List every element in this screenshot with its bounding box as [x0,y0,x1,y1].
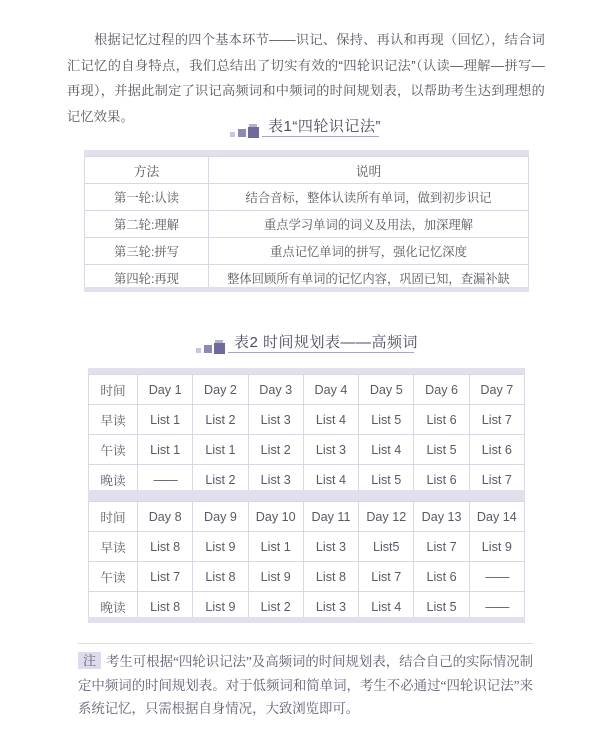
table2-list-cell: List 3 [248,405,303,435]
note-divider [78,643,533,644]
table2-day-header-cell: Day 3 [248,375,303,405]
table2-block2-container [88,501,525,622]
table2-period-cell: 午读 [89,562,138,592]
table2-list-cell: List 3 [303,592,358,622]
table2-day-header-cell: Day 9 [193,502,248,532]
table-row [85,238,529,265]
table2-corner-cell: 时间 [89,502,138,532]
table2-list-cell: List 1 [248,532,303,562]
table2-period-cell: 早读 [89,405,138,435]
table2-list-cell: List 7 [469,465,524,495]
table2-mid-band [88,490,525,501]
note-text: 考生可根据“四轮识记法”及高频词的时间规划表，结合自己的实际情况制定中频词的时间规划表。对于低频词和简单词，考生不必通过“四轮识记法”来系统记忆，只需根据自身情况，大致浏览即可。 [78,654,534,716]
table2-day-header-cell: Day 11 [303,502,358,532]
table2-day-header-cell: Day 14 [469,502,524,532]
section-heading-table1 [230,112,381,138]
table2-list-cell: List 5 [359,465,414,495]
table-row [89,405,525,435]
table2-list-cell: List 6 [469,435,524,465]
table1 [84,156,529,292]
table1-container [84,156,529,292]
table2-day-header-cell: Day 10 [248,502,303,532]
table2-list-cell: List 6 [414,562,469,592]
table2-list-cell: List 1 [138,435,193,465]
table2-day-header-cell: Day 1 [138,375,193,405]
section1-title: 表1“四轮识记法” [268,118,381,135]
table2-day-header-cell: Day 12 [359,502,414,532]
table1-desc-cell: 整体回顾所有单词的记忆内容，巩固已知，查漏补缺 [209,265,529,292]
note-badge: 注 [78,652,101,669]
table2-list-cell: List 9 [193,532,248,562]
table2-period-cell: 午读 [89,435,138,465]
intro-text: 根据记忆过程的四个基本环节——识记、保持、再认和再现（回忆），结合词汇记忆的自身特点，我们总结出了切实有效的“四轮识记法”（认读—理解—拼写—再现），并据此制定了识记高频词和中频词的时间规划表，以帮助考生达到理想的记忆效果。 [67,32,545,124]
footer-note [78,650,533,721]
table2-list-cell: List 3 [248,465,303,495]
table2-list-cell: List 1 [138,405,193,435]
table2-list-cell: List 5 [359,405,414,435]
table1-method-cell: 第四轮:再现 [85,265,209,292]
table2-list-cell: List 9 [469,532,524,562]
table1-desc-cell: 重点学习单词的词义及用法，加深理解 [209,211,529,238]
table-row [85,157,529,184]
decorative-squares-icon [230,118,264,138]
table2-day-header-cell: Day 5 [359,375,414,405]
table2-day-header-cell: Day 2 [193,375,248,405]
table2-list-cell: List 7 [469,405,524,435]
table2-list-cell: List 4 [359,435,414,465]
table-row [89,435,525,465]
table2-list-cell: —— [138,465,193,495]
table2-list-cell: List 6 [414,405,469,435]
table2-day-header-cell: Day 7 [469,375,524,405]
table2-day-header-cell: Day 8 [138,502,193,532]
table1-method-cell: 第三轮:拼写 [85,238,209,265]
table2-block1 [88,374,525,495]
table2-day-header-cell: Day 13 [414,502,469,532]
table2-day-header-cell: Day 4 [303,375,358,405]
table-row [85,211,529,238]
table2-list-cell: List 4 [303,405,358,435]
section2-underline [228,352,414,353]
table2-list-cell: List 2 [193,465,248,495]
table2-list-cell: List 2 [248,592,303,622]
table2-period-cell: 晚读 [89,592,138,622]
table-row [89,562,525,592]
table2-list-cell: List 7 [414,532,469,562]
table1-desc-cell: 结合音标，整体认读所有单词，做到初步识记 [209,184,529,211]
table2-list-cell: List 7 [138,562,193,592]
table2-list-cell: List 4 [359,592,414,622]
table2-list-cell: List 5 [414,592,469,622]
table2-list-cell: List 8 [303,562,358,592]
table1-desc-cell: 重点记忆单词的拼写，强化记忆深度 [209,238,529,265]
table2-list-cell: List 3 [303,435,358,465]
table2-list-cell: List 3 [303,532,358,562]
table1-bottom-band [84,287,529,292]
table2-block1-container [88,374,525,495]
table2-list-cell: List 2 [193,405,248,435]
table2-list-cell: List 9 [193,592,248,622]
table2-list-cell: List 6 [414,465,469,495]
table2-list-cell: List 1 [193,435,248,465]
table2-block2 [88,501,525,622]
table2-period-cell: 早读 [89,532,138,562]
table-row [89,375,525,405]
table-row [89,502,525,532]
table2-list-cell: List 9 [248,562,303,592]
table2-list-cell: List 7 [359,562,414,592]
table-row [89,532,525,562]
table2-period-cell: 晚读 [89,465,138,495]
table2-list-cell: List5 [359,532,414,562]
section1-underline [262,136,379,137]
table1-header-cell: 说明 [209,157,529,184]
table2-list-cell: List 4 [303,465,358,495]
section-heading-table2 [196,328,418,354]
table2-list-cell: List 2 [248,435,303,465]
table2-list-cell: —— [469,592,524,622]
table2-corner-cell: 时间 [89,375,138,405]
decorative-squares-icon [196,334,230,354]
section2-title: 表2 时间规划表——高频词 [234,334,419,351]
table2-list-cell: List 8 [138,592,193,622]
table2-list-cell: List 8 [193,562,248,592]
table2-list-cell: List 5 [414,435,469,465]
table2-block2-bottom-band [88,617,525,623]
table1-method-cell: 第二轮:理解 [85,211,209,238]
table1-method-cell: 第一轮:认读 [85,184,209,211]
table2-list-cell: —— [469,562,524,592]
table1-header-cell: 方法 [85,157,209,184]
table-row [85,184,529,211]
table2-day-header-cell: Day 6 [414,375,469,405]
table2-list-cell: List 8 [138,532,193,562]
